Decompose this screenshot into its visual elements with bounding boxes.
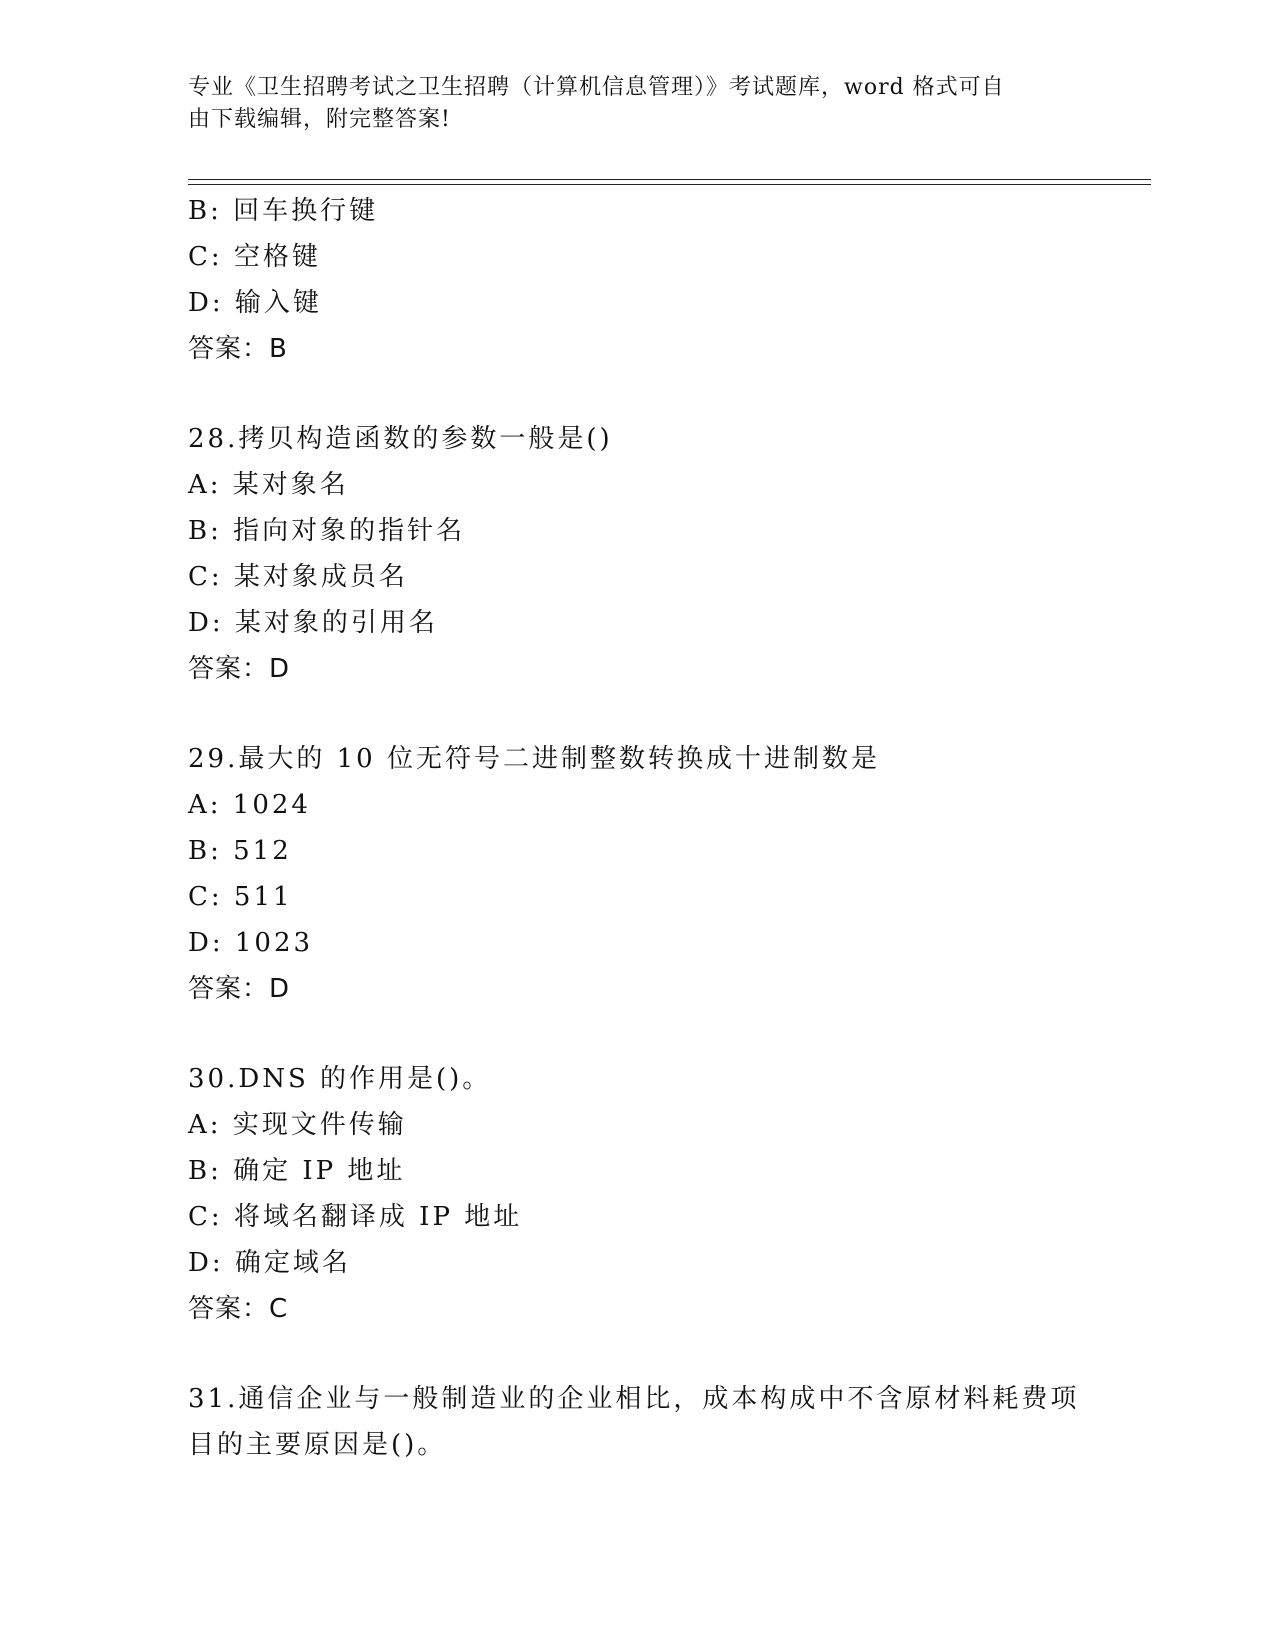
answer: 答案：D (188, 654, 291, 684)
option-c: C: 将域名翻译成 IP 地址 (188, 1202, 523, 1232)
answer: 答案：C (188, 1294, 289, 1324)
document-header (188, 72, 1068, 136)
question-text: 28.拷贝构造函数的参数一般是() (188, 424, 613, 454)
question-list (188, 188, 1151, 1468)
header-line-1: 专业《卫生招聘考试之卫生招聘（计算机信息管理）》考试题库，word 格式可自 (188, 75, 1005, 100)
option-c: C: 空格键 (188, 242, 321, 272)
question-text-line-1: 31.通信企业与一般制造业的企业相比，成本构成中不含原材料耗费项 (188, 1384, 1080, 1414)
question-28 (188, 416, 1151, 692)
header-line-2: 由下载编辑，附完整答案! (188, 107, 451, 132)
spacer (188, 692, 1151, 736)
option-d: D: 某对象的引用名 (188, 608, 438, 638)
option-d: D: 确定域名 (188, 1248, 351, 1278)
option-b: B: 确定 IP 地址 (188, 1156, 406, 1186)
option-a: A: 1024 (188, 790, 311, 820)
option-d: D: 1023 (188, 928, 314, 958)
question-27 (188, 188, 1151, 372)
spacer (188, 1012, 1151, 1056)
option-b: B: 回车换行键 (188, 196, 379, 226)
option-a: A: 实现文件传输 (188, 1110, 407, 1140)
header-divider-bottom (188, 184, 1151, 185)
header-divider-top (188, 179, 1151, 180)
spacer (188, 372, 1151, 416)
answer: 答案：B (188, 334, 288, 364)
option-a: A: 某对象名 (188, 470, 349, 500)
option-c: C: 某对象成员名 (188, 562, 408, 592)
option-b: B: 512 (188, 836, 292, 866)
option-b: B: 指向对象的指针名 (188, 516, 466, 546)
spacer (188, 1332, 1151, 1376)
question-29 (188, 736, 1151, 1012)
option-d: D: 输入键 (188, 288, 322, 318)
question-text: 30.DNS 的作用是()。 (188, 1064, 492, 1094)
question-30 (188, 1056, 1151, 1332)
option-c: C: 511 (188, 882, 293, 912)
question-text-line-2: 目的主要原因是()。 (188, 1430, 447, 1460)
question-text: 29.最大的 10 位无符号二进制整数转换成十进制数是 (188, 744, 880, 774)
answer: 答案：D (188, 974, 291, 1004)
question-31 (188, 1376, 1151, 1468)
